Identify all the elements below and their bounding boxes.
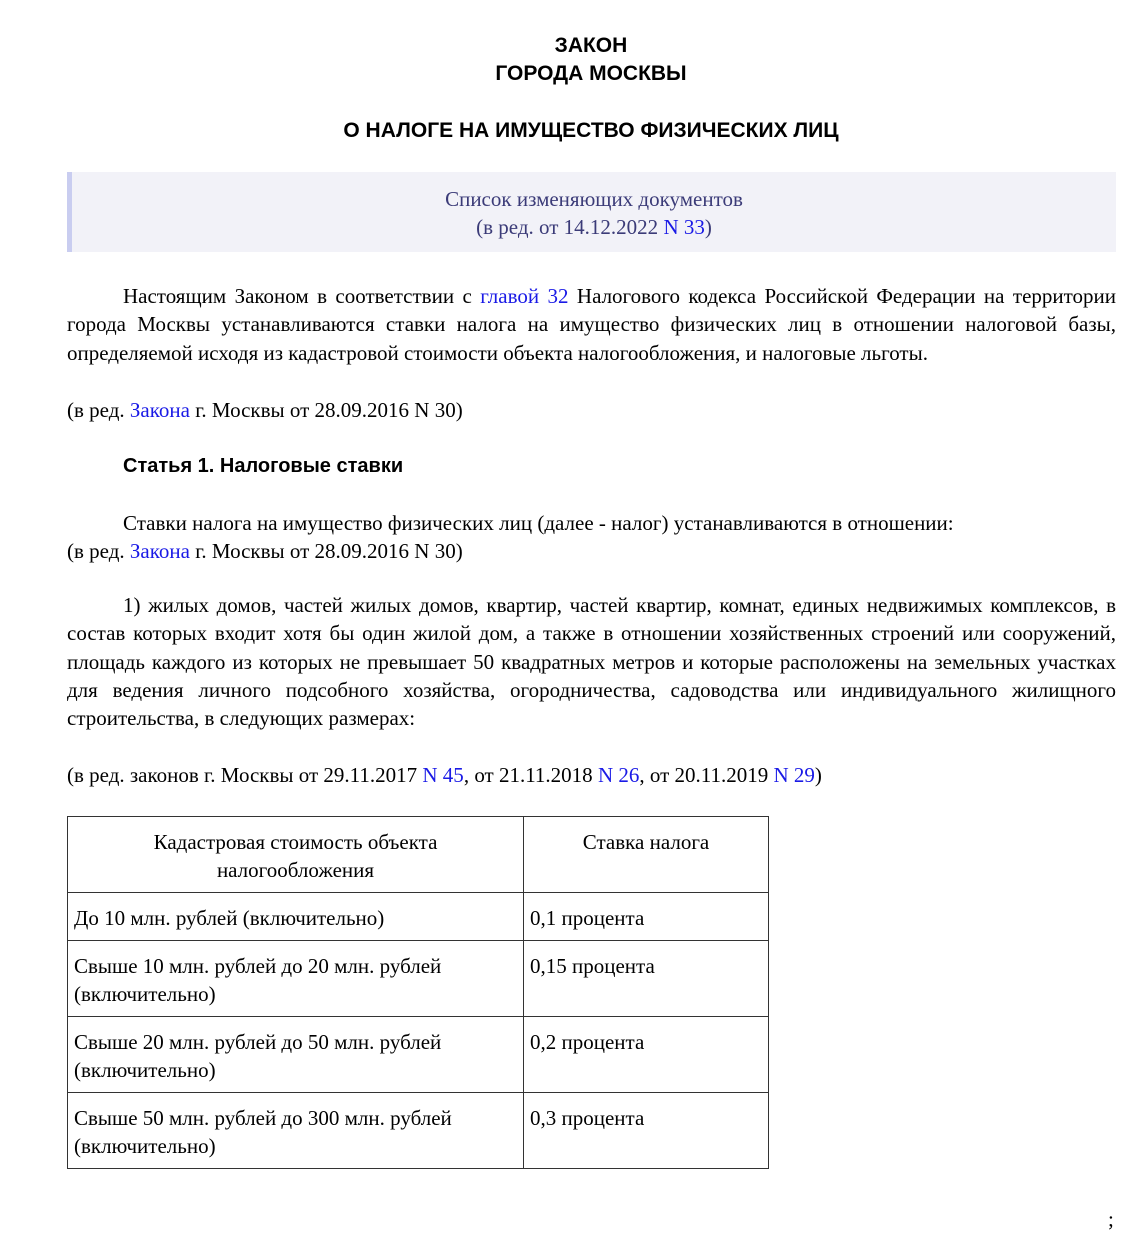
tax-rate-cell: 0,1 процента — [524, 893, 769, 941]
preamble-paragraph — [67, 282, 1116, 367]
table-row — [68, 941, 769, 1017]
table-row — [68, 1017, 769, 1093]
edition-link-n33[interactable]: N 33 — [663, 215, 705, 239]
tax-rates-table — [67, 816, 769, 1169]
law-link-n45[interactable]: N 45 — [422, 763, 464, 787]
law-link[interactable]: Закона — [129, 398, 190, 422]
note-text: , от 20.11.2019 — [639, 763, 774, 787]
law-type-heading: ЗАКОН — [554, 34, 628, 57]
note-prefix: (в ред. — [67, 539, 130, 563]
cadastral-value-cell: Свыше 10 млн. рублей до 20 млн. рублей (включительно) — [68, 941, 524, 1017]
article-1-item-1-edition-note — [67, 761, 1116, 789]
column-header-cadastral-value: Кадастровая стоимость объекта налогообложения — [68, 817, 524, 893]
amending-documents-edition — [72, 213, 1116, 241]
note-text: (в ред. законов г. Москвы от 29.11.2017 — [67, 763, 423, 787]
edition-suffix: ) — [704, 215, 712, 239]
note-text: , от 21.11.2018 — [463, 763, 598, 787]
article-1-item-1: 1) жилых домов, частей жилых домов, квартир, частей квартир, комнат, единых недвижимых комплексов, в состав которых входит хотя бы один жилой дом, а также в отношении хозяйственных строений или сооружений, площадь каждого из которых не превышает 50 квадратных метров и которые расположены на земельных участках для ведения личного подсобного хозяйства, огородничества, садоводства или индивидуального жилищного строительства, в следующих размерах: — [67, 593, 1116, 731]
cadastral-value-cell: До 10 млн. рублей (включительно) — [68, 893, 524, 941]
note-suffix: г. Москвы от 28.09.2016 N 30) — [189, 539, 463, 563]
trailing-semicolon: ; — [1108, 1207, 1114, 1231]
preamble-text-cont: Налогового кодекса Российской Федерации на территории города Москвы устанавливаются ставки налога на имущество физических лиц в отношении налоговой базы, определяемой исходя из кадастровой стоимости объекта налогообложения, и налоговые льготы. — [67, 284, 1117, 365]
column-header-tax-rate: Ставка налога — [524, 817, 769, 893]
tax-rate-cell: 0,2 процента — [524, 1017, 769, 1093]
law-link[interactable]: Закона — [129, 539, 190, 563]
law-jurisdiction-heading: ГОРОДА МОСКВЫ — [495, 62, 687, 85]
table-row — [68, 893, 769, 941]
preamble-text: Настоящим Законом в соответствии с — [123, 284, 481, 308]
tax-rate-cell: 0,3 процента — [524, 1093, 769, 1169]
cadastral-value-cell: Свыше 20 млн. рублей до 50 млн. рублей (включительно) — [68, 1017, 524, 1093]
note-prefix: (в ред. — [67, 398, 130, 422]
note-text: ) — [814, 763, 822, 787]
amending-documents-title: Список изменяющих документов — [445, 187, 743, 211]
edition-prefix: (в ред. от 14.12.2022 — [476, 215, 664, 239]
table-row — [68, 1093, 769, 1169]
article-1-intro: Ставки налога на имущество физических лиц (далее - налог) устанавливаются в отношении: — [123, 511, 954, 535]
law-title: О НАЛОГЕ НА ИМУЩЕСТВО ФИЗИЧЕСКИХ ЛИЦ — [343, 119, 839, 142]
preamble-edition-note — [67, 396, 1116, 424]
tax-code-chapter-link[interactable]: главой 32 — [480, 284, 569, 308]
cadastral-value-cell: Свыше 50 млн. рублей до 300 млн. рублей (включительно) — [68, 1093, 524, 1169]
table-header-row — [68, 817, 769, 893]
tax-rate-cell: 0,15 процента — [524, 941, 769, 1017]
law-link-n29[interactable]: N 29 — [773, 763, 815, 787]
article-1-heading: Статья 1. Налоговые ставки — [123, 455, 404, 477]
amending-documents-box — [67, 172, 1116, 252]
article-1-intro-edition-note — [67, 537, 1116, 565]
law-link-n26[interactable]: N 26 — [597, 763, 640, 787]
note-suffix: г. Москвы от 28.09.2016 N 30) — [189, 398, 463, 422]
